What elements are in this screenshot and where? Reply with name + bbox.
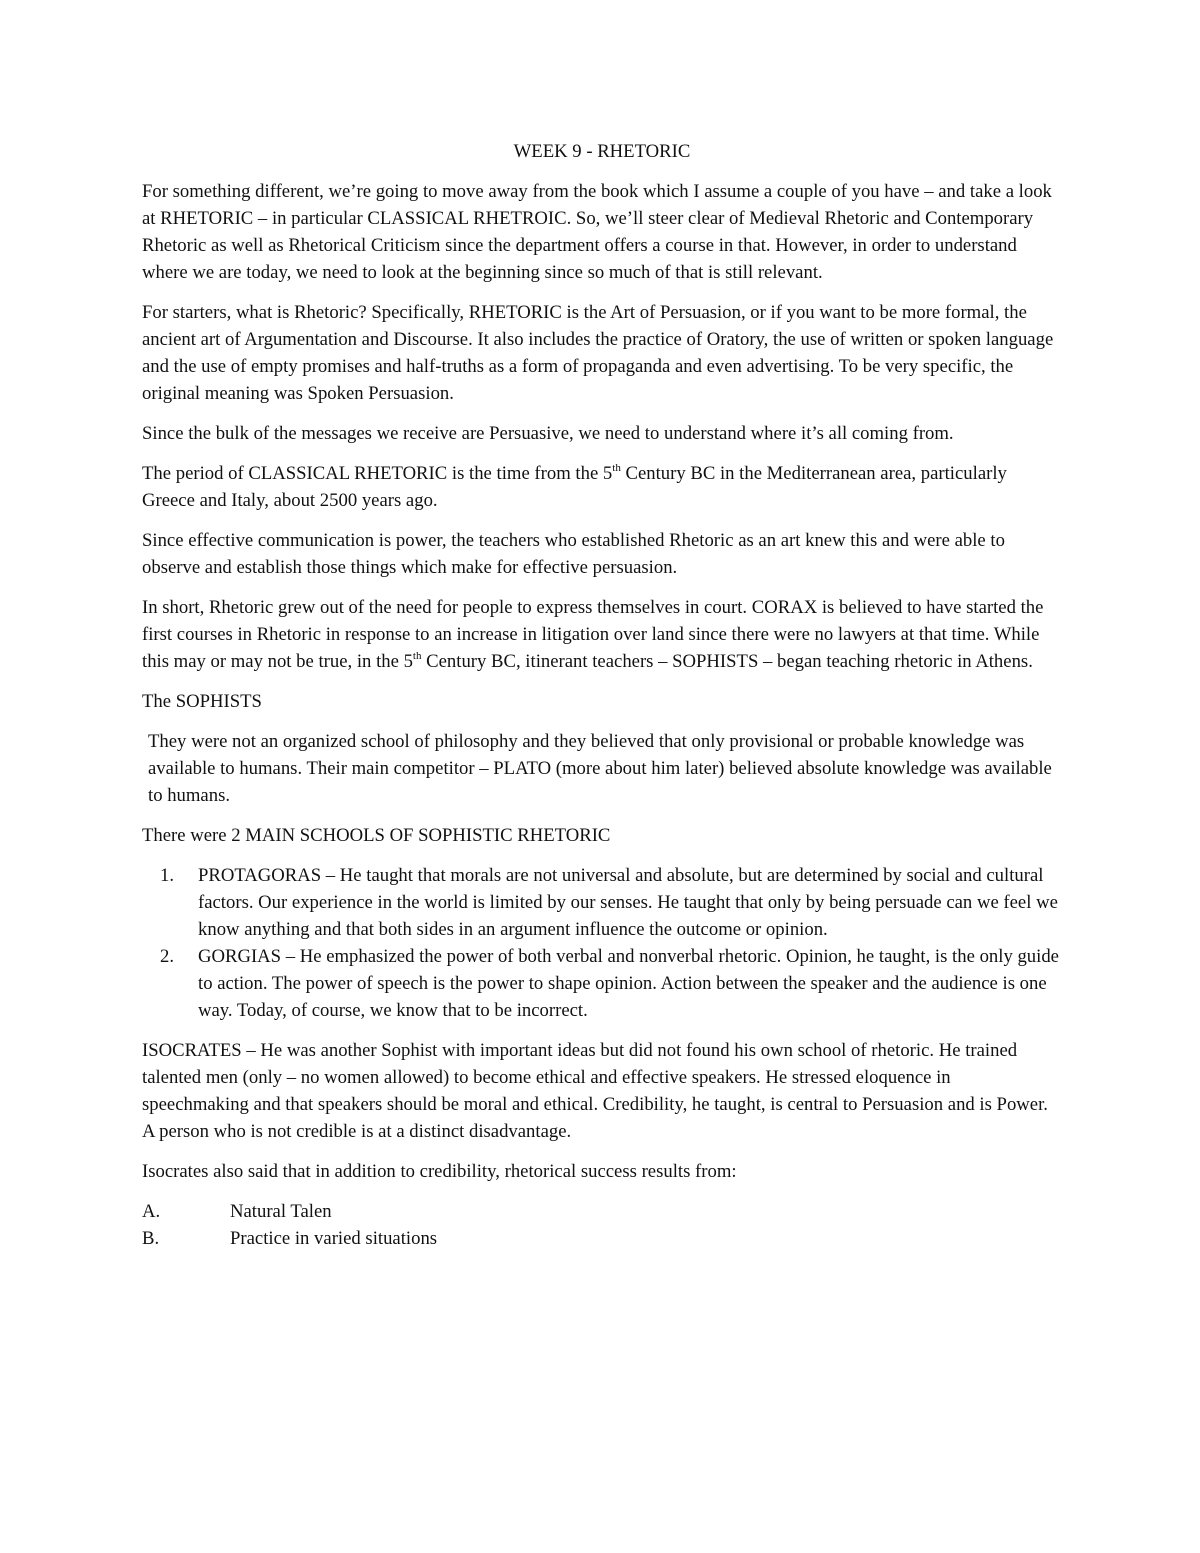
schools-list <box>142 862 1062 1024</box>
paragraph-effective-communication: Since effective communication is power, the teachers who established Rhetoric as an art knew this and were able to observe and establish those things which make for effective persuasion. <box>142 530 1005 578</box>
list-marker: B. <box>142 1228 160 1249</box>
list-marker: A. <box>142 1201 161 1222</box>
paragraph-sophists: They were not an organized school of philosophy and they believed that only provisional or probable knowledge was available to humans. Their main competitor – PLATO (more about him later) believed absolute knowledge was available to humans. <box>148 731 1052 806</box>
list-item <box>142 862 1062 943</box>
paragraph-intro: For something different, we’re going to move away from the book which I assume a couple of you have – and take a look at RHETORIC – in particular CLASSICAL RHETROIC. So, we’ll steer clear of Medieval Rhetoric and Contemporary Rhetoric as well as Rhetorical Criticism since the department offers a course in that. However, in order to understand where we are today, we need to look at the beginning since so much of that is still relevant. <box>142 181 1052 283</box>
list-item-text: Natural Talen <box>230 1201 332 1222</box>
list-item-text: PROTAGORAS – He taught that morals are not universal and absolute, but are determined by social and cultural factors. Our experience in the world is limited by our senses. He taught that only by being persuade can we feel we know anything and that both sides in an argument influence the outcome or opinion. <box>198 865 1058 940</box>
list-marker: 2. <box>160 946 175 967</box>
list-item-text: GORGIAS – He emphasized the power of both verbal and nonverbal rhetoric. Opinion, he taught, is the only guide to action. The power of speech is the power to shape opinion. Action between the speaker and the audience is one way. Today, of course, we know that to be incorrect. <box>198 946 1059 1021</box>
list-item <box>142 1198 1062 1225</box>
text-run: Century BC in the Mediterranean area, particularly Greece and Italy, about 2500 years ago. <box>142 463 1007 511</box>
document-page <box>142 138 1062 1252</box>
paragraph-origins <box>142 594 1062 675</box>
list-marker: 1. <box>160 865 175 886</box>
paragraph-isocrates: ISOCRATES – He was another Sophist with important ideas but did not found his own school of rhetoric. He trained talented men (only – no women allowed) to become ethical and effective speakers. He stressed eloquence in speechmaking and that speakers should be moral and ethical. Credibility, he taught, is central to Persuasion and is Power. A person who is not credible is at a distinct disadvantage. <box>142 1040 1048 1142</box>
text-run: The period of CLASSICAL RHETORIC is the time from the 5 <box>142 463 613 484</box>
list-item <box>142 943 1062 1024</box>
document-title: WEEK 9 - RHETORIC <box>513 141 691 162</box>
paragraph-success-intro: Isocrates also said that in addition to credibility, rhetorical success results from: <box>142 1161 737 1182</box>
paragraph-schools-intro: There were 2 MAIN SCHOOLS OF SOPHISTIC RHETORIC <box>142 825 611 846</box>
list-item <box>142 1225 1062 1252</box>
section-heading-sophists: The SOPHISTS <box>142 691 262 712</box>
superscript: th <box>612 461 621 474</box>
paragraph-definition: For starters, what is Rhetoric? Specifically, RHETORIC is the Art of Persuasion, or if you want to be more formal, the ancient art of Argumentation and Discourse. It also includes the practice of Oratory, the use of written or spoken language and the use of empty promises and half-truths as a form of propaganda and even advertising. To be very specific, the original meaning was Spoken Persuasion. <box>142 302 1054 404</box>
paragraph-classical-period <box>142 460 1062 514</box>
list-item-text: Practice in varied situations <box>230 1228 438 1249</box>
superscript: th <box>412 649 422 662</box>
text-run: Century BC, itinerant teachers – SOPHISTS – began teaching rhetoric in Athens. <box>421 651 1033 672</box>
success-factors-list <box>142 1198 1062 1252</box>
text-run: In short, Rhetoric grew out of the need for people to express themselves in court. CORAX is believed to have started the first courses in Rhetoric in response to an increase in litigation over land since there were no lawyers at that time. While this may or may not be true, in the 5 <box>142 597 1044 672</box>
paragraph-persuasive-messages: Since the bulk of the messages we receive are Persuasive, we need to understand where it’s all coming from. <box>142 423 954 444</box>
